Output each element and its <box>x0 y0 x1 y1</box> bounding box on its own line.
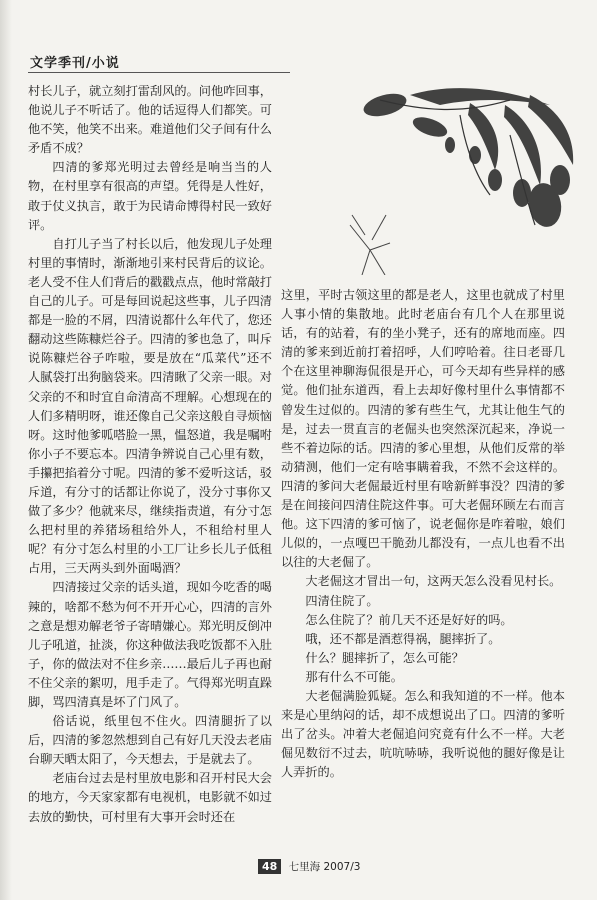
paragraph: 什么？腿摔折了，怎么可能？ <box>305 650 464 665</box>
paragraph: 四清的爹郑光明过去曾经是响当当的人物，在村里享有很高的声望。凭得是人性好，敢于仗义执言，敢于为民请命博得村民一致好评。 <box>28 160 272 232</box>
paragraph: 四清接过父亲的话头道，现如今吃香的喝辣的，啥都不愁为何不开开心心，四清的言外之意是想劝解老爷子寄晴嫌心。郑光明反倒冲儿子吼道，扯淡，你这种做法我吃饭都不入肚子，你的做法对不住乡亲……最后儿子再也耐不住父亲的絮叨，甩手走了。气得郑光明直跺脚，骂四清真是坏了门风了。 <box>28 580 272 709</box>
binding-shadow <box>0 0 12 900</box>
page-footer <box>258 859 360 874</box>
paragraph: 自打儿子当了村长以后，他发现儿子处理村里的事情时，渐渐地引来村民背后的议论。老人受不住人们背后的戳戳点点，他时常敲打自己的儿子。可是每回说起这些事，儿子四清都是一脸的不屑，四清说都什么年代了，您还翻动这些陈糠烂谷子。四清的爹也急了，叫斥说陈糠烂谷子咋啦，要是放在“瓜菜代”还不人腻袋打出狗脑袋来。四清瞅了父亲一眼。对父亲的不和时宜自命清高不理解。心想现在的人们多精明呀，谁还像自己父亲这般自寻烦恼呀。这时他爹呱嗒脸一黑，愠怒道，我是嘱咐你小子不要忘本。四清争辨说自己心里有数，手攥把掐着分寸呢。四清的爹不爱听这话，驳斥道，有分寸的话都让你说了，没分寸事你又做了多少？他就来尽，继续指责道，有分寸怎么把村里的养猪场租给外人，不租给村里人呢？有分寸怎么村里的小工厂让乡长儿子低租占用，三天两头到外面喝酒？ <box>28 236 272 576</box>
issue-number: 2007/3 <box>323 861 361 873</box>
paragraph: 四清住院了。 <box>305 593 379 608</box>
left-column <box>28 82 272 827</box>
ink-painting-illustration <box>290 75 580 275</box>
paragraph: 大老倔这才冒出一句，这两天怎么没看见村长。 <box>305 574 562 589</box>
paragraph: 怎么住院了？前几天不还是好好的吗。 <box>305 612 513 627</box>
section-header: 文学季刊/小说 <box>30 56 120 71</box>
paragraph: 哦，还不都是酒惹得祸，腿摔折了。 <box>305 631 501 646</box>
paragraph: 这里，平时古领这里的都是老人，这里也就成了村里人事小情的集散地。此时老庙台有几个人在那里说话，有的站着，有的坐小凳子，还有的席地而座。四清的爹来到近前打着招呼，人们哼哈着。往日老哥几个在这里神聊海侃很是开心，可今天却有些异样的感觉。他们扯东道西，看上去却好像村里什么事情都不曾发生过似的。四清的爹有些生气，尤其让他生气的是，过去一贯直言的老倔头也突然深沉起来，净说一些不着边际的话。四清的爹心里想，从他们反常的举动猜测，他们一定有啥事瞒着我，不然不会这样的。四清的爹问大老倔最近村里有啥新鲜事没？四清的爹是在间接问四清住院这件事。可大老倔环顾左右而言他。这下四清的爹可恼了，说老倔你是咋着啦，娘们儿似的，一点嘎巴干脆劲儿都没有，一点儿也看不出以往的大老倔了。 <box>281 288 565 570</box>
header-divider <box>28 72 290 73</box>
right-column <box>281 286 565 782</box>
paragraph: 俗话说，纸里包不住火。四清腿折了以后，四清的爹忽然想到自己有好几天没去老庙台聊天晒太阳了，今天想去，于是就去了。 <box>28 714 272 767</box>
journal-name: 七里海 <box>288 861 321 873</box>
paragraph: 那有什么不可能。 <box>305 669 403 684</box>
paragraph: 村长儿子，就立刻打雷刮风的。问他咋回事，他说儿子不听话了。他的话逗得人们都笑。可他不笑，他笑不出来。难道他们父子间有什么矛盾不成？ <box>28 84 272 156</box>
paragraph: 老庙台过去是村里放电影和召开村民大会的地方，今天家家都有电视机，电影就不如过去放的勤快，可村里有大事开会时还在 <box>28 771 272 824</box>
page-number: 48 <box>258 859 281 874</box>
paragraph: 大老倔满脸狐疑。怎么和我知道的不一样。他本来是心里纳闷的话，却不成想说出了口。四清的爹听出了岔头。冲着大老倔追问究竟有什么不一样。大老倔见数衍不过去，吭吭哧哧，我听说他的腿好像是让人弄折的。 <box>281 688 565 780</box>
